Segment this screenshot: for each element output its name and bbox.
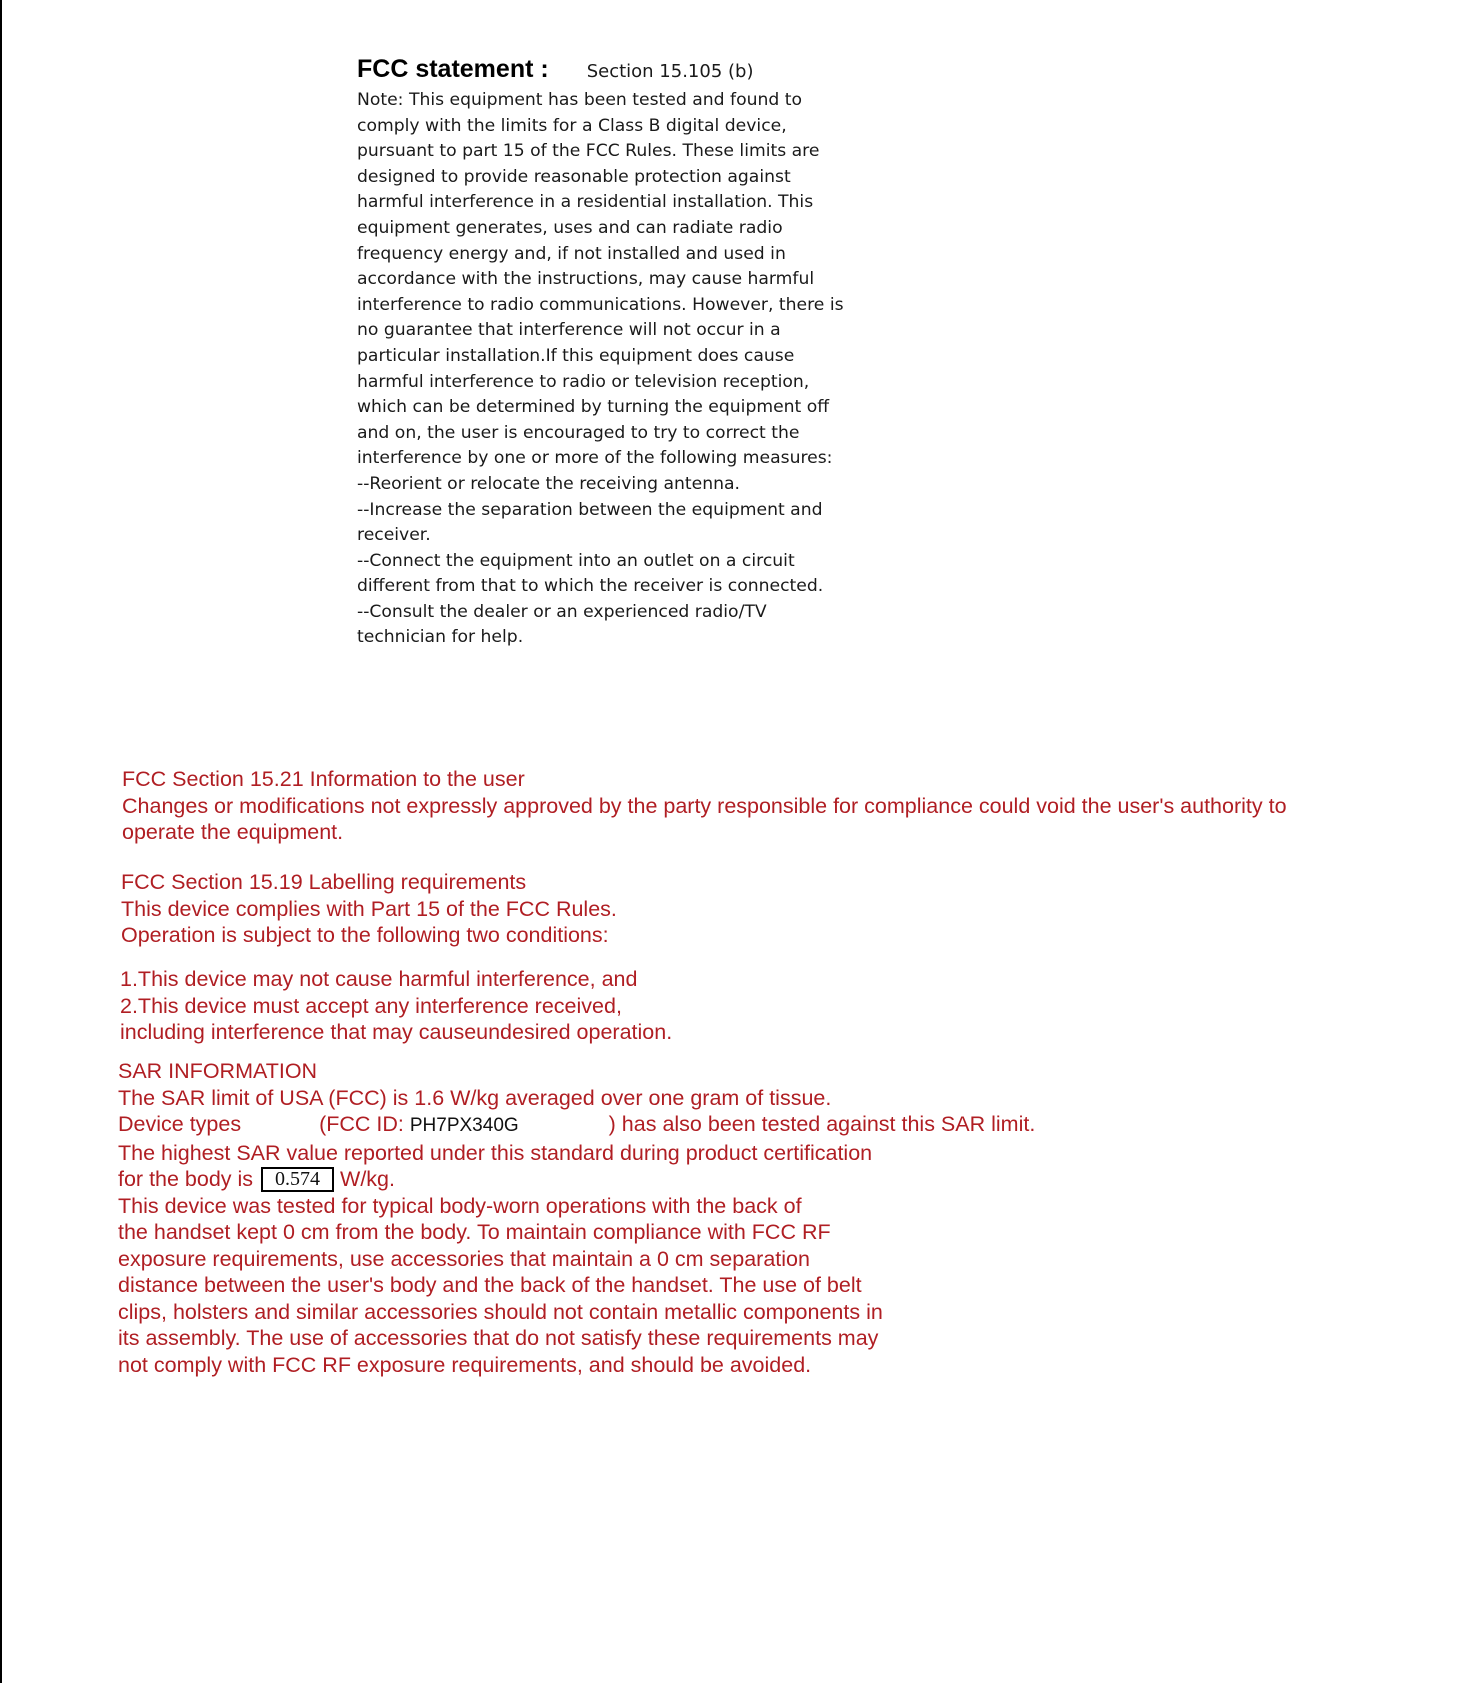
fcc-statement-line: harmful interference in a residential installation. This [357, 192, 814, 213]
fcc-statement-heading [357, 55, 877, 84]
sar-body-line [118, 1166, 1035, 1193]
conditions-block [120, 966, 672, 1046]
device-types-label: Device types [118, 1112, 242, 1136]
fcc-statement-line: interference to radio communications. However, there is [357, 294, 844, 315]
fcc-statement-line: particular installation.If this equipment does cause [357, 345, 795, 366]
fcc-statement-line: which can be determined by turning the equipment off [357, 397, 830, 418]
sar-body-prefix: for the body is [118, 1167, 254, 1191]
fcc-statement-line: technician for help. [357, 627, 524, 648]
fcc-statement-line: pursuant to part 15 of the FCC Rules. These limits are [357, 141, 820, 162]
sar-value-box: 0.574 [261, 1167, 334, 1192]
condition-line: 2.This device must accept any interference received, [120, 993, 622, 1018]
fcc-id-prefix: (FCC ID: [319, 1112, 404, 1136]
sar-text-line: distance between the user's body and the back of the handset. The use of belt [118, 1273, 862, 1297]
sar-text-line: exposure requirements, use accessories that maintain a 0 cm separation [118, 1246, 810, 1271]
sar-limit-line: The SAR limit of USA (FCC) is 1.6 W/kg averaged over one gram of tissue. [118, 1085, 832, 1110]
fcc-statement-line: --Increase the separation between the equipment and [357, 499, 823, 520]
sar-text-line: not comply with FCC RF exposure requirements, and should be avoided. [118, 1352, 812, 1377]
condition-line: 1.This device may not cause harmful interference, and [120, 967, 638, 991]
fcc-statement-line: accordance with the instructions, may cause harmful [357, 269, 815, 290]
fcc-statement-line: Note: This equipment has been tested and found to [357, 90, 802, 110]
fcc-statement-line: frequency energy and, if not installed and used in [357, 243, 786, 264]
condition-line: including interference that may causeundesired operation. [120, 1020, 673, 1044]
section-15-19-block [121, 869, 617, 949]
sar-highest-line: The highest SAR value reported under this standard during product certification [118, 1140, 873, 1165]
fcc-statement-line: comply with the limits for a Class B digital device, [357, 115, 787, 136]
section-15-19-line: Operation is subject to the following two conditions: [121, 923, 609, 947]
section-15-21-line: Changes or modifications not expressly approved by the party responsible for compliance could void the user's authority to [122, 793, 1287, 818]
fcc-statement-line: equipment generates, uses and can radiate radio [357, 217, 783, 238]
fcc-statement-block [357, 55, 877, 651]
fcc-statement-line: --Consult the dealer or an experienced radio/TV [357, 601, 767, 622]
fcc-statement-title: FCC statement : [357, 55, 549, 83]
sar-unit: W/kg. [340, 1167, 395, 1191]
fcc-statement-line: and on, the user is encouraged to try to correct the [357, 422, 800, 443]
fcc-statement-line: harmful interference to radio or television reception, [357, 371, 810, 392]
fcc-statement-line: interference by one or more of the following measures: [357, 448, 833, 469]
section-15-21-heading: FCC Section 15.21 Information to the user [122, 767, 525, 791]
fcc-statement-line: no guarantee that interference will not occur in a [357, 320, 781, 341]
fcc-id-value: PH7PX340G [409, 1115, 519, 1136]
sar-text-line: its assembly. The use of accessories that do not satisfy these requirements may [118, 1326, 879, 1350]
fcc-statement-line: different from that to which the receiver is connected. [357, 576, 824, 597]
section-15-21-line: operate the equipment. [122, 820, 344, 844]
sar-heading: SAR INFORMATION [118, 1059, 318, 1083]
sar-information-block [118, 1058, 1035, 1378]
fcc-statement-line: designed to provide reasonable protection against [357, 166, 791, 187]
section-15-19-heading: FCC Section 15.19 Labelling requirements [121, 870, 527, 894]
section-15-21-block [122, 766, 1287, 846]
sar-text-line: the handset kept 0 cm from the body. To maintain compliance with FCC RF [118, 1220, 831, 1244]
sar-device-line [118, 1111, 1035, 1140]
sar-text-line: This device was tested for typical body-worn operations with the back of [118, 1193, 802, 1218]
sar-text-line: clips, holsters and similar accessories should not contain metallic components in [118, 1299, 883, 1324]
fcc-statement-line: --Connect the equipment into an outlet on a circuit [357, 550, 795, 571]
fcc-statement-line: --Reorient or relocate the receiving antenna. [357, 473, 740, 494]
section-15-19-line: This device complies with Part 15 of the FCC Rules. [121, 896, 617, 921]
fcc-statement-line: receiver. [357, 525, 431, 546]
fcc-section-ref: Section 15.105 (b) [586, 61, 754, 82]
device-suffix: ) has also been tested against this SAR limit. [608, 1112, 1036, 1136]
